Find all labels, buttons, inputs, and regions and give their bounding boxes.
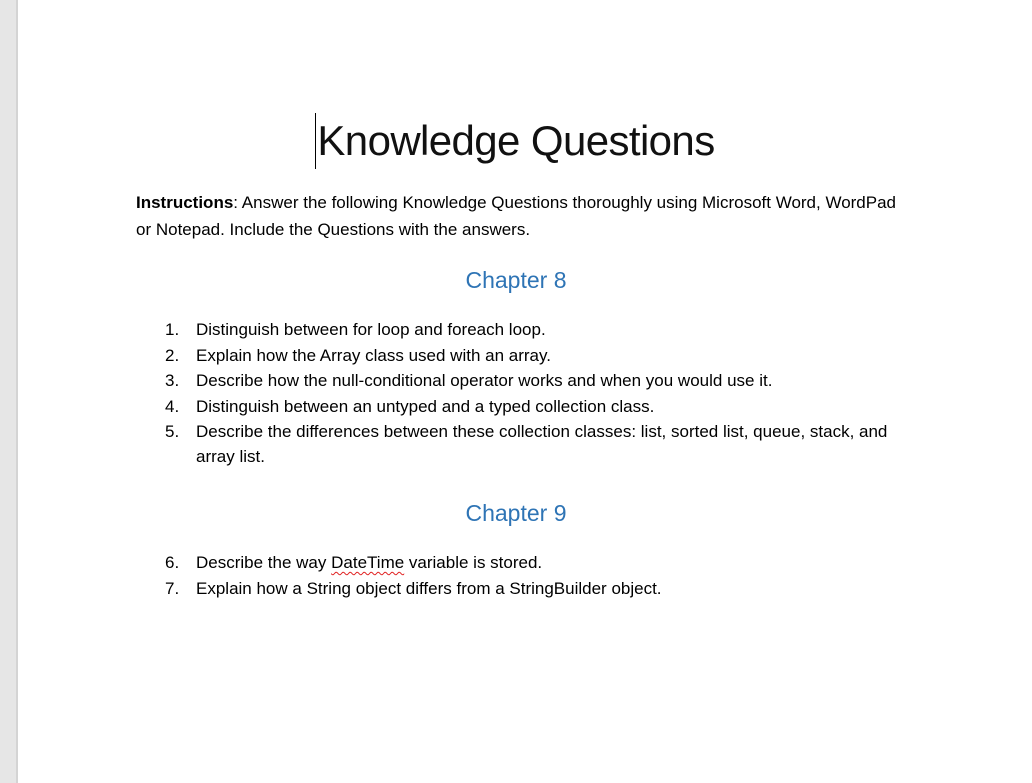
question-text: Explain how a String object differs from a StringBuilder object. bbox=[196, 578, 662, 598]
question-number: 2. bbox=[165, 345, 180, 365]
question-item[interactable] bbox=[136, 394, 896, 419]
text-cursor bbox=[315, 113, 316, 169]
title-wrap bbox=[0, 113, 1032, 169]
instructions-text: : Answer the following Knowledge Questions thoroughly using Microsoft Word, WordPad or Notepad. Include the Questions with the answers. bbox=[136, 193, 897, 239]
question-text bbox=[196, 550, 896, 575]
document-title-text: Knowledge Questions bbox=[317, 117, 715, 164]
question-number: 5. bbox=[165, 422, 180, 441]
question-number: 1. bbox=[165, 320, 180, 339]
question-number: 7. bbox=[165, 578, 180, 598]
question-text: Distinguish between an untyped and a typed collection class. bbox=[196, 396, 655, 416]
misspelled-word[interactable]: DateTime bbox=[331, 553, 405, 572]
question-item[interactable] bbox=[136, 550, 896, 575]
question-number: 4. bbox=[165, 396, 180, 416]
chapter-heading-9[interactable]: Chapter 9 bbox=[465, 500, 567, 526]
question-item[interactable] bbox=[136, 343, 896, 368]
question-item[interactable] bbox=[136, 419, 896, 469]
question-text: Explain how the Array class used with an array. bbox=[196, 345, 551, 365]
question-text: Distinguish between for loop and foreach loop. bbox=[196, 320, 546, 339]
question-text-after: variable is stored. bbox=[404, 553, 543, 572]
question-item[interactable] bbox=[136, 368, 896, 393]
question-text: Describe the differences between these collection classes: list, sorted list, queue, stack, and array list. bbox=[196, 422, 888, 466]
chapter-heading-8[interactable]: Chapter 8 bbox=[465, 267, 567, 293]
question-number: 3. bbox=[165, 371, 180, 390]
question-item[interactable] bbox=[136, 576, 896, 601]
question-item[interactable] bbox=[136, 317, 896, 342]
instructions-paragraph[interactable] bbox=[136, 189, 896, 243]
instructions-label: Instructions bbox=[136, 193, 234, 212]
document-title[interactable] bbox=[317, 113, 714, 169]
question-number: 6. bbox=[165, 553, 180, 572]
question-text-before: Describe the way bbox=[196, 553, 332, 572]
chapter-9-question-list bbox=[136, 550, 896, 601]
chapter-8-question-list bbox=[136, 317, 896, 470]
question-text: Describe how the null-conditional operator works and when you would use it. bbox=[196, 371, 773, 390]
